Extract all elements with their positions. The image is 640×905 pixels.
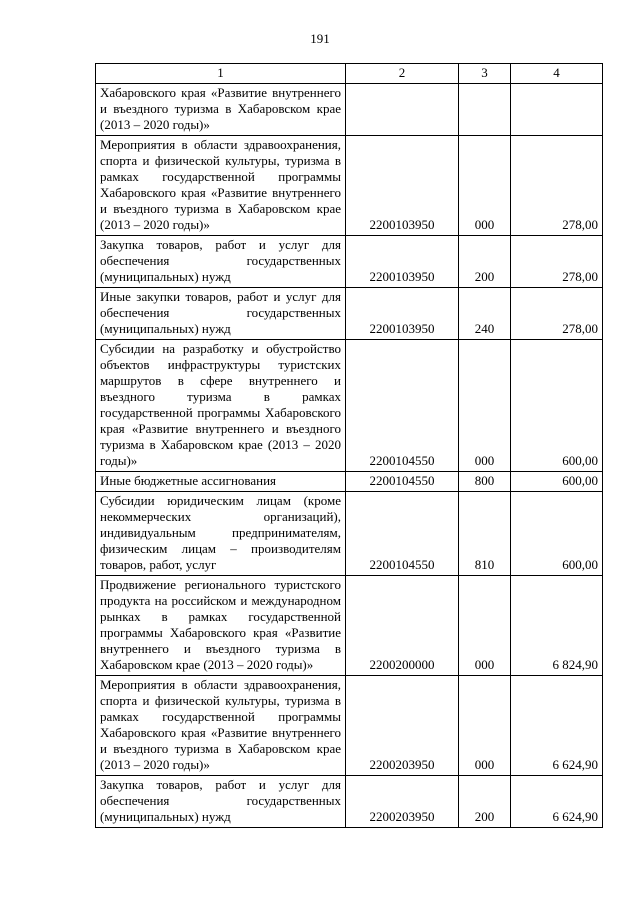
target-code-cell: 2200203950 <box>346 776 459 828</box>
amount-cell: 6 824,90 <box>511 576 603 676</box>
table-header-row <box>96 64 603 84</box>
page-number: 191 <box>310 31 330 46</box>
expense-name-cell: Продвижение регионального туристского продукта на российском и международном рынках в рамках государственной программы Хабаровского края «Развитие внутреннего и въездного туризма в Хабаровском крае (2013 – 2020 годы)» <box>96 576 346 676</box>
column-header-3: 3 <box>459 64 511 84</box>
amount-cell: 6 624,90 <box>511 776 603 828</box>
target-code-cell: 2200103950 <box>346 288 459 340</box>
expense-name-cell: Закупка товаров, работ и услуг для обеспечения государственных (муниципальных) нужд <box>96 236 346 288</box>
expense-name-cell: Субсидии юридическим лицам (кроме некоммерческих организаций), индивидуальным предпринимателям, физическим лицам – производителям товаров, работ, услуг <box>96 492 346 576</box>
amount-cell: 6 624,90 <box>511 676 603 776</box>
amount-cell: 278,00 <box>511 288 603 340</box>
expense-type-cell: 200 <box>459 776 511 828</box>
expense-type-cell: 000 <box>459 136 511 236</box>
target-code-cell: 2200103950 <box>346 236 459 288</box>
target-code-cell: 2200200000 <box>346 576 459 676</box>
expense-type-cell: 200 <box>459 236 511 288</box>
budget-table <box>95 63 603 828</box>
table-row <box>96 288 603 340</box>
amount-cell <box>511 84 603 136</box>
expense-type-cell: 000 <box>459 576 511 676</box>
expense-name-cell: Хабаровского края «Развитие внутреннего и въездного туризма в Хабаровском крае (2013 – 2020 годы)» <box>96 84 346 136</box>
table-row <box>96 236 603 288</box>
table-row <box>96 576 603 676</box>
target-code-cell: 2200104550 <box>346 340 459 472</box>
column-header-1: 1 <box>96 64 346 84</box>
table-row <box>96 340 603 472</box>
column-header-4: 4 <box>511 64 603 84</box>
expense-type-cell: 000 <box>459 676 511 776</box>
expense-type-cell: 000 <box>459 340 511 472</box>
amount-cell: 278,00 <box>511 136 603 236</box>
table-row <box>96 84 603 136</box>
target-code-cell: 2200104550 <box>346 492 459 576</box>
column-header-2: 2 <box>346 64 459 84</box>
table-row <box>96 472 603 492</box>
amount-cell: 278,00 <box>511 236 603 288</box>
expense-name-cell: Субсидии на разработку и обустройство объектов инфраструктуры туристских маршрутов в сфере внутреннего и въездного туризма в рамках государственной программы Хабаровского края «Развитие внутреннего и въездного туризма в Хабаровском крае (2013 – 2020 годы)» <box>96 340 346 472</box>
amount-cell: 600,00 <box>511 340 603 472</box>
expense-name-cell: Мероприятия в области здравоохранения, спорта и физической культуры, туризма в рамках государственной программы Хабаровского края «Развитие внутреннего и въездного туризма в Хабаровском крае (2013 – 2020 годы)» <box>96 676 346 776</box>
target-code-cell: 2200203950 <box>346 676 459 776</box>
expense-name-cell: Иные бюджетные ассигнования <box>96 472 346 492</box>
expense-type-cell: 240 <box>459 288 511 340</box>
table-row <box>96 492 603 576</box>
target-code-cell: 2200104550 <box>346 472 459 492</box>
expense-type-cell <box>459 84 511 136</box>
expense-type-cell: 800 <box>459 472 511 492</box>
expense-type-cell: 810 <box>459 492 511 576</box>
table-row <box>96 136 603 236</box>
target-code-cell: 2200103950 <box>346 136 459 236</box>
amount-cell: 600,00 <box>511 472 603 492</box>
target-code-cell <box>346 84 459 136</box>
expense-name-cell: Иные закупки товаров, работ и услуг для обеспечения государственных (муниципальных) нужд <box>96 288 346 340</box>
table-row <box>96 776 603 828</box>
table-row <box>96 676 603 776</box>
expense-name-cell: Закупка товаров, работ и услуг для обеспечения государственных (муниципальных) нужд <box>96 776 346 828</box>
expense-name-cell: Мероприятия в области здравоохранения, спорта и физической культуры, туризма в рамках государственной программы Хабаровского края «Развитие внутреннего и въездного туризма в Хабаровском крае (2013 – 2020 годы)» <box>96 136 346 236</box>
amount-cell: 600,00 <box>511 492 603 576</box>
